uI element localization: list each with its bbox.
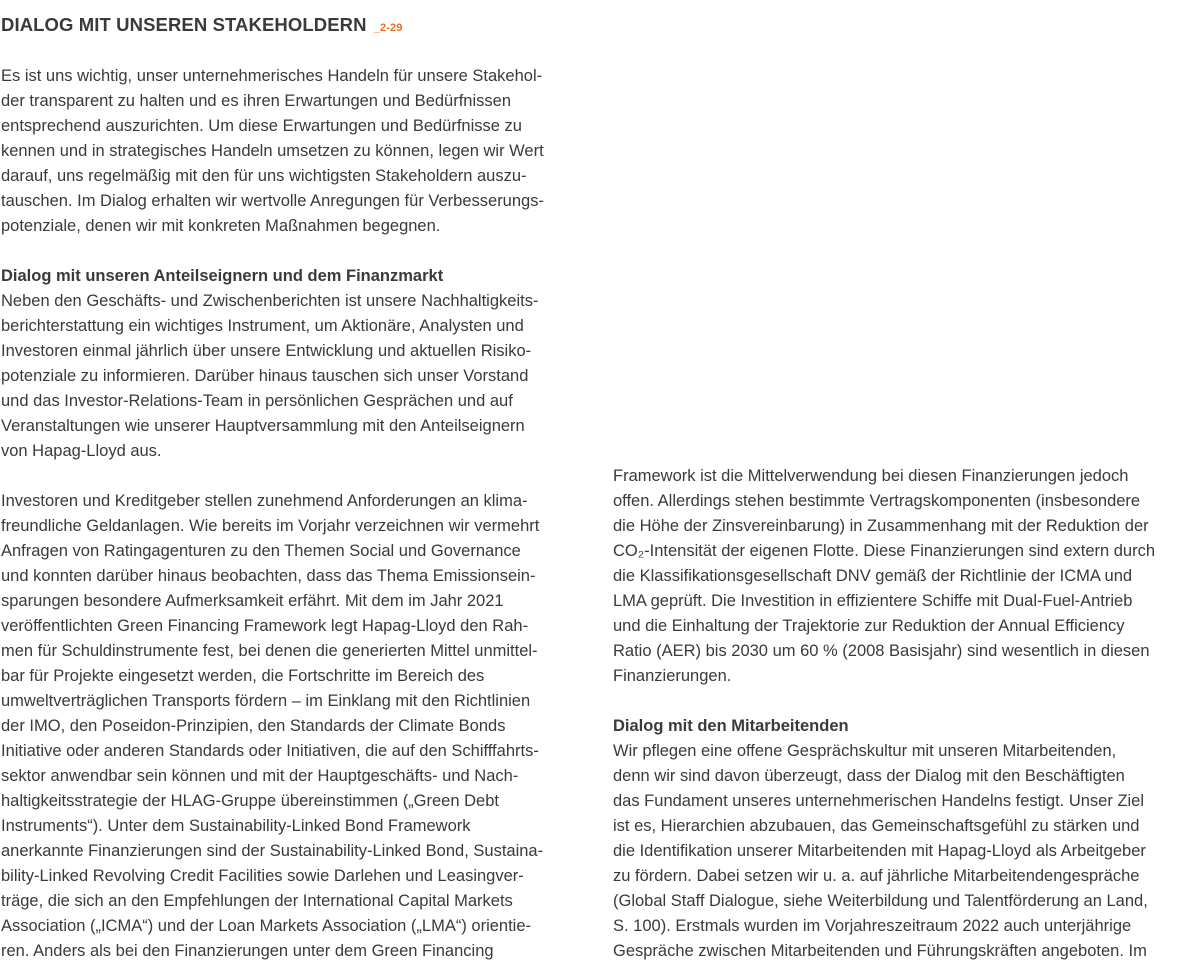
investors-line: umweltverträglichen Transports fördern – im Einklang mit den Richtlinien — [1, 692, 531, 710]
financing-line: offen. Allerdings stehen bestimmte Vertragskomponenten (insbesondere — [613, 492, 1141, 510]
intro-paragraph — [1, 64, 596, 239]
investors-line: anerkannte Finanzierungen sind der Sustainability-Linked Bond, Sustaina- — [1, 842, 544, 860]
intro-line: Es ist uns wichtig, unser unternehmerisches Handeln für unsere Stakehol- — [1, 67, 543, 85]
financing-line: die Klassifikationsgesellschaft DNV gemäß der Richtlinie der ICMA und — [613, 567, 1133, 585]
left-column — [1, 64, 596, 964]
shareholders-paragraph — [1, 289, 596, 464]
page-title — [1, 14, 402, 36]
right-column — [613, 464, 1202, 964]
investors-line: Association („ICMA“) und der Loan Markets Association („LMA“) orientie- — [1, 917, 532, 935]
shareholders-line: berichterstattung ein wichtiges Instrument, um Aktionäre, Analysten und — [1, 317, 524, 335]
shareholders-line: von Hapag-Lloyd aus. — [1, 442, 162, 460]
gri-reference-link[interactable]: _2-29 — [373, 22, 403, 34]
investors-line: veröffentlichten Green Financing Framework legt Hapag-Lloyd den Rah- — [1, 617, 529, 635]
intro-line: der transparent zu halten und es ihren Erwartungen und Bedürfnissen — [1, 92, 511, 110]
investors-line: bility-Linked Revolving Credit Facilities sowie Darlehen und Leasingver- — [1, 867, 524, 885]
section-heading-shareholders: Dialog mit unseren Anteilseignern und dem Finanzmarkt — [1, 267, 444, 285]
investors-line: Investoren und Kreditgeber stellen zunehmend Anforderungen an klima- — [1, 492, 528, 510]
employees-line: die Identifikation unserer Mitarbeitenden mit Hapag-Lloyd als Arbeitgeber — [613, 842, 1146, 860]
investors-line: Anfragen von Ratingagenturen zu den Themen Social und Governance — [1, 542, 521, 560]
shareholders-line: Investoren einmal jährlich über unsere Entwicklung und aktuellen Risiko- — [1, 342, 532, 360]
intro-line: darauf, uns regelmäßig mit den für uns wichtigsten Stakeholdern auszu- — [1, 167, 527, 185]
investors-line: träge, die sich an den Empfehlungen der International Capital Markets — [1, 892, 513, 910]
financing-line: Ratio (AER) bis 2030 um 60 % (2008 Basisjahr) sind wesentlich in diesen — [613, 642, 1150, 660]
investors-line: men für Schuldinstrumente fest, bei denen die generierten Mittel unmittel- — [1, 642, 538, 660]
employees-line: (Global Staff Dialogue, siehe Weiterbildung und Talentförderung an Land, — [613, 892, 1148, 910]
employees-line: zu fördern. Dabei setzen wir u. a. auf jährliche Mitarbeitendengespräche — [613, 867, 1140, 885]
employees-line: das Fundament unseres unternehmerischen Handelns festigt. Unser Ziel — [613, 792, 1145, 810]
financing-line: CO₂-Intensität der eigenen Flotte. Diese Finanzierungen sind extern durch — [613, 542, 1156, 560]
investors-line: haltigkeitsstrategie der HLAG-Gruppe übereinstimmen („Green Debt — [1, 792, 499, 810]
financing-line: und die Einhaltung der Trajektorie zur Reduktion der Annual Efficiency — [613, 617, 1125, 635]
investors-line: der IMO, den Poseidon-Prinzipien, den Standards der Climate Bonds — [1, 717, 506, 735]
investors-line: und konnten darüber hinaus beobachten, dass das Thema Emissionsein- — [1, 567, 536, 585]
investors-line: Instruments“). Unter dem Sustainability-Linked Bond Framework — [1, 817, 471, 835]
paragraph-gap — [1, 464, 596, 489]
investors-line: sparungen besondere Aufmerksamkeit erfährt. Mit dem im Jahr 2021 — [1, 592, 504, 610]
investors-line: ren. Anders als bei den Finanzierungen unter dem Green Financing — [1, 942, 494, 960]
intro-line: tauschen. Im Dialog erhalten wir wertvolle Anregungen für Verbesserungs- — [1, 192, 544, 210]
employees-line: Gespräche zwischen Mitarbeitenden und Führungskräften angeboten. Im — [613, 942, 1147, 960]
investors-paragraph — [1, 489, 596, 964]
financing-line: die Höhe der Zinsvereinbarung) in Zusammenhang mit der Reduktion der — [613, 517, 1149, 535]
financing-continuation-paragraph — [613, 464, 1202, 689]
financing-line: Framework ist die Mittelverwendung bei diesen Finanzierungen jedoch — [613, 467, 1129, 485]
intro-line: potenziale, denen wir mit konkreten Maßnahmen begegnen. — [1, 217, 441, 235]
intro-line: entsprechend auszurichten. Um diese Erwartungen und Bedürfnisse zu — [1, 117, 522, 135]
financing-line: LMA geprüft. Die Investition in effizientere Schiffe mit Dual-Fuel-Antrieb — [613, 592, 1133, 610]
paragraph-gap — [613, 689, 1202, 714]
shareholders-line: und das Investor-Relations-Team in persönlichen Gesprächen und auf — [1, 392, 513, 410]
investors-line: Initiative oder anderen Standards oder Initiativen, die auf den Schifffahrts- — [1, 742, 539, 760]
employees-line: Wir pflegen eine offene Gesprächskultur mit unseren Mitarbeitenden, — [613, 742, 1117, 760]
investors-line: freundliche Geldanlagen. Wie bereits im Vorjahr verzeichnen wir vermehrt — [1, 517, 540, 535]
shareholders-line: potenziale zu informieren. Darüber hinaus tauschen sich unser Vorstand — [1, 367, 529, 385]
investors-line: bar für Projekte eingesetzt werden, die Fortschritte im Bereich des — [1, 667, 485, 685]
shareholders-line: Veranstaltungen wie unserer Hauptversammlung mit den Anteilseignern — [1, 417, 525, 435]
financing-line: Finanzierungen. — [613, 667, 732, 685]
intro-line: kennen und in strategisches Handeln umsetzen zu können, legen wir Wert — [1, 142, 544, 160]
section-heading-employees: Dialog mit den Mitarbeitenden — [613, 717, 849, 735]
employees-line: ist es, Hierarchien abzubauen, das Gemeinschaftsgefühl zu stärken und — [613, 817, 1140, 835]
paragraph-gap — [1, 239, 596, 264]
investors-line: sektor anwendbar sein können und mit der Hauptgeschäfts- und Nach- — [1, 767, 519, 785]
page-title-text: DIALOG MIT UNSEREN STAKEHOLDERN — [1, 14, 367, 35]
shareholders-line: Neben den Geschäfts- und Zwischenberichten ist unsere Nachhaltigkeits- — [1, 292, 539, 310]
employees-line: S. 100). Erstmals wurden im Vorjahreszeitraum 2022 auch unterjährige — [613, 917, 1132, 935]
employees-line: denn wir sind davon überzeugt, dass der Dialog mit den Beschäftigten — [613, 767, 1125, 785]
employees-paragraph — [613, 739, 1202, 964]
